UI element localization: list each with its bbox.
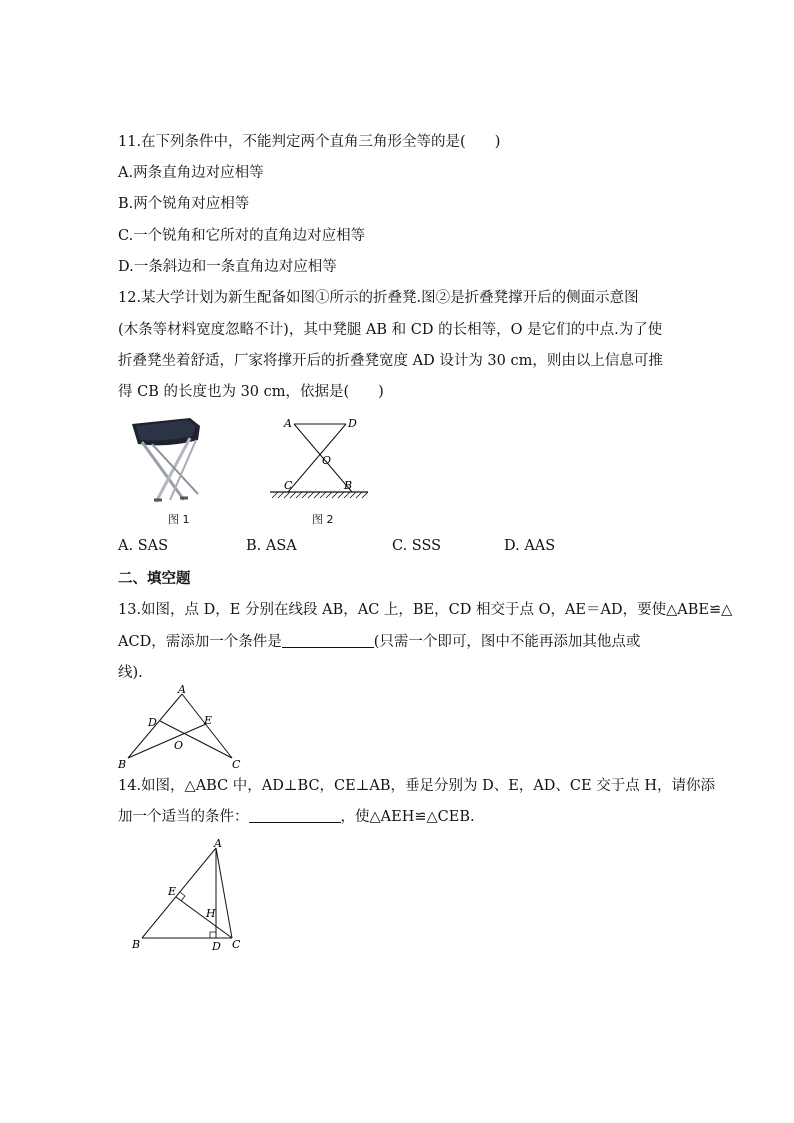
q11-option-c: C.一个锐角和它所对的直角边对应相等 <box>118 228 366 244</box>
fig2-caption: 图 2 <box>312 513 334 526</box>
q14-label-c: C <box>232 938 241 951</box>
q13-line3: 线). <box>118 665 143 681</box>
fig2-label-c: C <box>284 479 293 492</box>
q11-option-d: D.一条斜边和一条直角边对应相等 <box>118 259 337 275</box>
q14-answer-blank[interactable] <box>249 808 341 823</box>
q13-answer-blank[interactable] <box>282 633 374 648</box>
q13-label-b: B <box>118 758 127 770</box>
q13-line2-before: ACD，需添加一个条件是 <box>118 634 282 650</box>
q14-line2-after: ，使△AEH≌△CEB. <box>340 809 475 825</box>
fig1-caption: 图 1 <box>168 513 190 526</box>
q12-option-a: A. SAS <box>118 538 169 554</box>
fig2-label-o: O <box>322 454 332 467</box>
q13-line1: 13.如图，点 D，E 分别在线段 AB，AC 上，BE，CD 相交于点 O，AE＝AD，要使△ABE≌△ <box>118 602 733 618</box>
q13-label-a: A <box>178 684 186 696</box>
q12-option-d: D. AAS <box>504 538 556 554</box>
q14-line2-before: 加一个适当的条件： <box>118 809 249 825</box>
q13-label-e: E <box>204 714 213 727</box>
q13-label-d: D <box>148 716 157 729</box>
q14-label-h: H <box>206 907 216 920</box>
q14-label-b: B <box>132 938 141 951</box>
q14-label-a: A <box>214 837 222 850</box>
q11-option-b: B.两个锐角对应相等 <box>118 196 250 212</box>
q12-line2: (木条等材料宽度忽略不计)，其中凳腿 AB 和 CD 的长相等，O 是它们的中点.为了使 <box>118 322 663 338</box>
q13-line2 <box>118 632 640 652</box>
q11-option-a: A.两条直角边对应相等 <box>118 165 264 181</box>
q14-line1: 14.如图，△ABC 中，AD⊥BC，CE⊥AB，垂足分别为 D、E，AD、CE 交于点 H，请你添 <box>118 778 715 794</box>
fig2-label-a: A <box>284 417 292 430</box>
q14-triangle-diagram <box>126 836 256 956</box>
folding-stool-image <box>128 414 208 506</box>
q12-option-b: B. ASA <box>246 538 297 554</box>
q11-stem: 11.在下列条件中，不能判定两个直角三角形全等的是( ) <box>118 134 501 150</box>
q13-triangle-diagram <box>114 684 250 770</box>
q13-line2-after: (只需一个即可，图中不能再添加其他点或 <box>373 634 641 650</box>
section-title-fill-blank: 二、填空题 <box>118 571 191 587</box>
q13-label-o: O <box>174 739 184 752</box>
fig2-label-b: B <box>344 479 353 492</box>
stool-side-diagram <box>262 414 374 500</box>
q13-label-c: C <box>232 758 241 770</box>
q12-option-c: C. SSS <box>392 538 442 554</box>
q14-line2 <box>118 807 475 827</box>
q12-line3: 折叠凳坐着舒适，厂家将撑开后的折叠凳宽度 AD 设计为 30 cm，则由以上信息可推 <box>118 353 663 369</box>
q14-label-d: D <box>212 940 221 953</box>
q12-line4: 得 CB 的长度也为 30 cm，依据是( ) <box>118 384 384 400</box>
q14-label-e: E <box>168 885 177 898</box>
fig2-label-d: D <box>348 417 357 430</box>
q12-line1: 12.某大学计划为新生配备如图①所示的折叠凳.图②是折叠凳撑开后的侧面示意图 <box>118 290 639 306</box>
